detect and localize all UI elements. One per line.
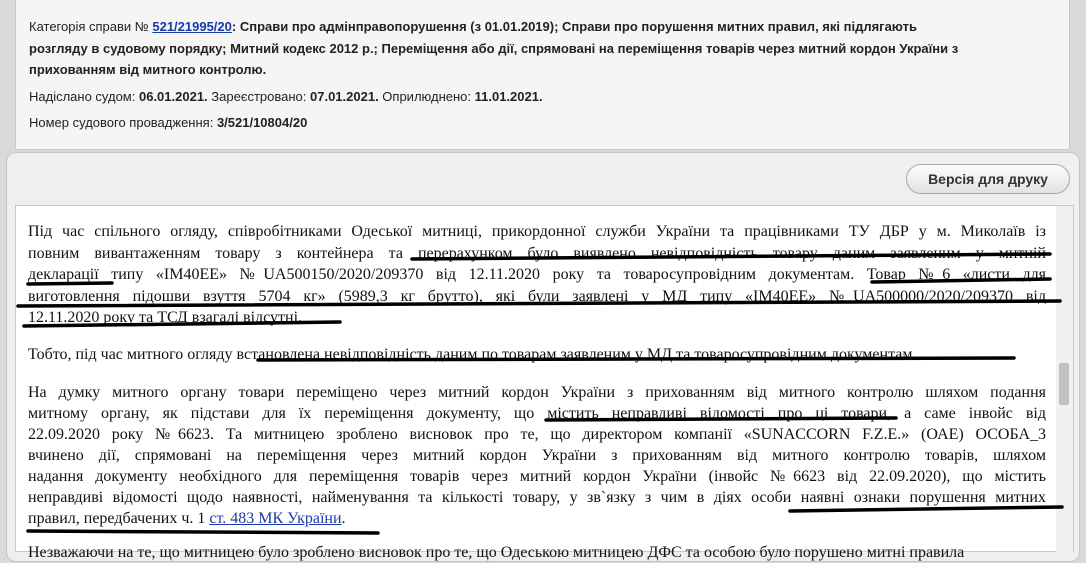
text-line: вчинено дії, спрямовані на переміщення через митний кордон України з прихованням від митного контролю товарів, шляхом xyxy=(28,447,1046,464)
text-line: 12.11.2020 року та ТСД взагалі відсутні. xyxy=(28,309,303,326)
text-line: повним вивантаженням товару з контейнера та перерахунком було виявлено невідповідність товару даним заявленим у митній xyxy=(28,245,1046,262)
text-line: На думку митного органу товари переміщено через митний кордон України з прихованням від митного контролю шляхом подання xyxy=(28,384,1046,401)
vertical-scrollbar[interactable] xyxy=(1056,206,1073,553)
case-category-line: прихованням від митного контролю. xyxy=(29,62,267,77)
text-line: 22.09.2020 року №6623. Та митницею зроблено висновок про те, що директором компанії «SUNACCORN F.Z.E.» (ОАЕ) ОСОБА_3 xyxy=(28,426,1046,443)
proceeding-number: Номер судового провадження: 3/521/10804/20 xyxy=(29,115,308,130)
text-line: правил, передбачених ч. 1 ст. 483 МК України. xyxy=(28,510,346,527)
document-text-area[interactable] xyxy=(15,205,1074,561)
case-dates: Надіслано судом: 06.01.2021. Зареєстровано: 07.01.2021. Оприлюднено: 11.01.2021. xyxy=(29,89,543,104)
case-number-link[interactable]: 521/21995/20 xyxy=(152,19,232,34)
text-line: Тобто, під час митного огляду встановлена невідповідність даним по товарам заявленим у МД та товаросупровідним документам. xyxy=(28,346,917,363)
registered-date: 07.01.2021. xyxy=(310,89,379,104)
text-line: Незважаючи на те, що митницею було зроблено висновок про те, що Одеською митницею ДФС та особою було порушено митні правила xyxy=(28,544,965,561)
case-info-panel xyxy=(15,0,1070,150)
text-line: митному органу, як підстави для їх переміщення документу, що містить неправдиві відомості про ці товари, а саме інвойс від xyxy=(28,405,1046,422)
scrollbar-thumb[interactable] xyxy=(1059,363,1069,405)
case-category-line: розгляду в судовому порядку; Митний кодекс 2012 р.; Переміщення або дії, спрямовані на переміщення товарів через митний кордон України з xyxy=(29,41,959,56)
text-line: неправдиві відомості щодо наявності, найменування та кількості товару, у зв`язку з чим в діях особи наявні ознаки порушення митних xyxy=(28,489,1046,506)
text-line: надання документу необхідного для переміщення товарів через митний кордон України (інвойс №6623 від 22.09.2020), що містить xyxy=(28,468,1046,485)
text-line: виготовлення підошви взуття 5704 кг» (5989,3 кг брутто), які були заявлені у МД типу «IM40EE» №UA500000/2020/209370 від xyxy=(28,288,1046,305)
published-date: 11.01.2021. xyxy=(474,89,543,104)
text-line: декларації типу «IM40EE» №UA500150/2020/209370 від 12.11.2020 року та товаросупровідним документам. Товар №6 «листи для xyxy=(28,266,1046,283)
text-line: Під час спільного огляду, співробітниками Одеської митниці, прикордонної служби України та працівниками ТУ ДБР у м. Миколаїв із xyxy=(28,223,1046,240)
law-article-link[interactable]: ст. 483 МК України xyxy=(209,510,342,527)
print-version-button[interactable]: Версія для друку xyxy=(906,164,1070,194)
case-category-line: Категорія справи № 521/21995/20: Справи про адмінправопорушення (з 01.01.2019); Справи про порушення митних правил, які підлягають xyxy=(29,19,917,34)
sent-date: 06.01.2021. xyxy=(138,89,208,104)
